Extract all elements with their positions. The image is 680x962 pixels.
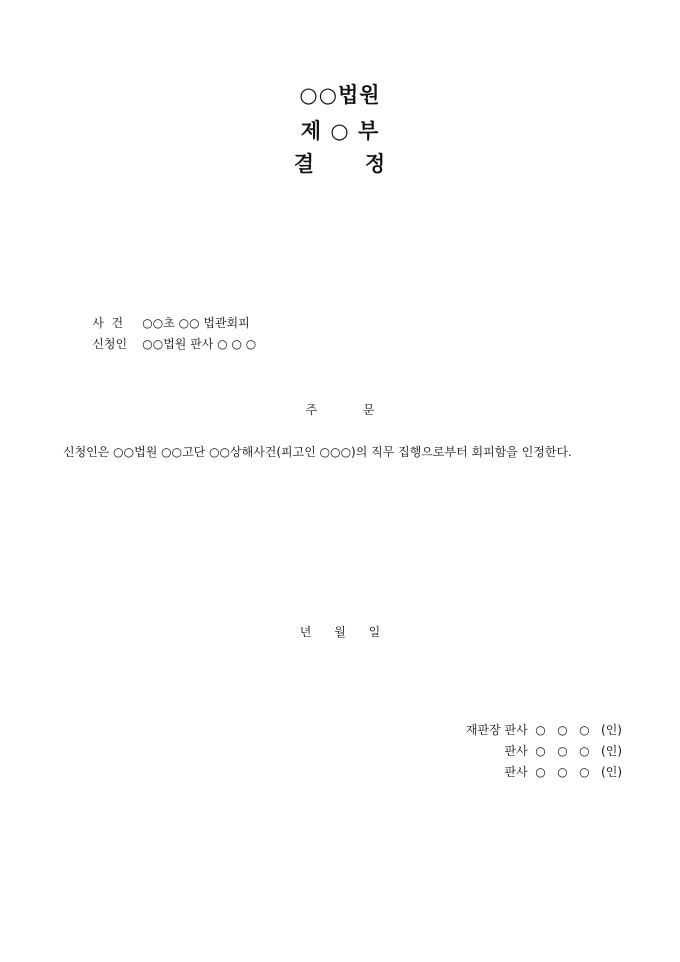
judge-signatures (466, 720, 622, 783)
judge-signature: 판사 ○ ○ ○ (인) (504, 765, 622, 779)
applicant-value: ○○법원 판사 ○ ○ ○ (142, 337, 257, 351)
presiding-judge-signature: 재판장 판사 ○ ○ ○ (인) (465, 723, 622, 737)
document-type-title: 결 정 (293, 152, 387, 176)
division-name: 제 ○ 부 (300, 119, 380, 143)
judge-signature: 판사 ○ ○ ○ (인) (504, 744, 622, 758)
applicant-row (77, 321, 256, 366)
order-heading: 주 문 (305, 403, 375, 417)
order-text: 신청인은 ○○법원 ○○고단 ○○상해사건(피고인 ○○○)의 직무 집행으로부터 회피함을 인정한다. (63, 445, 572, 459)
applicant-label: 신청인 (92, 337, 128, 351)
case-value: ○○초 ○○ 법관회피 (142, 316, 250, 330)
case-label: 사 건 (92, 316, 124, 330)
court-name: ○○법원 (299, 83, 381, 107)
decision-date: 년 월 일 (299, 625, 381, 639)
